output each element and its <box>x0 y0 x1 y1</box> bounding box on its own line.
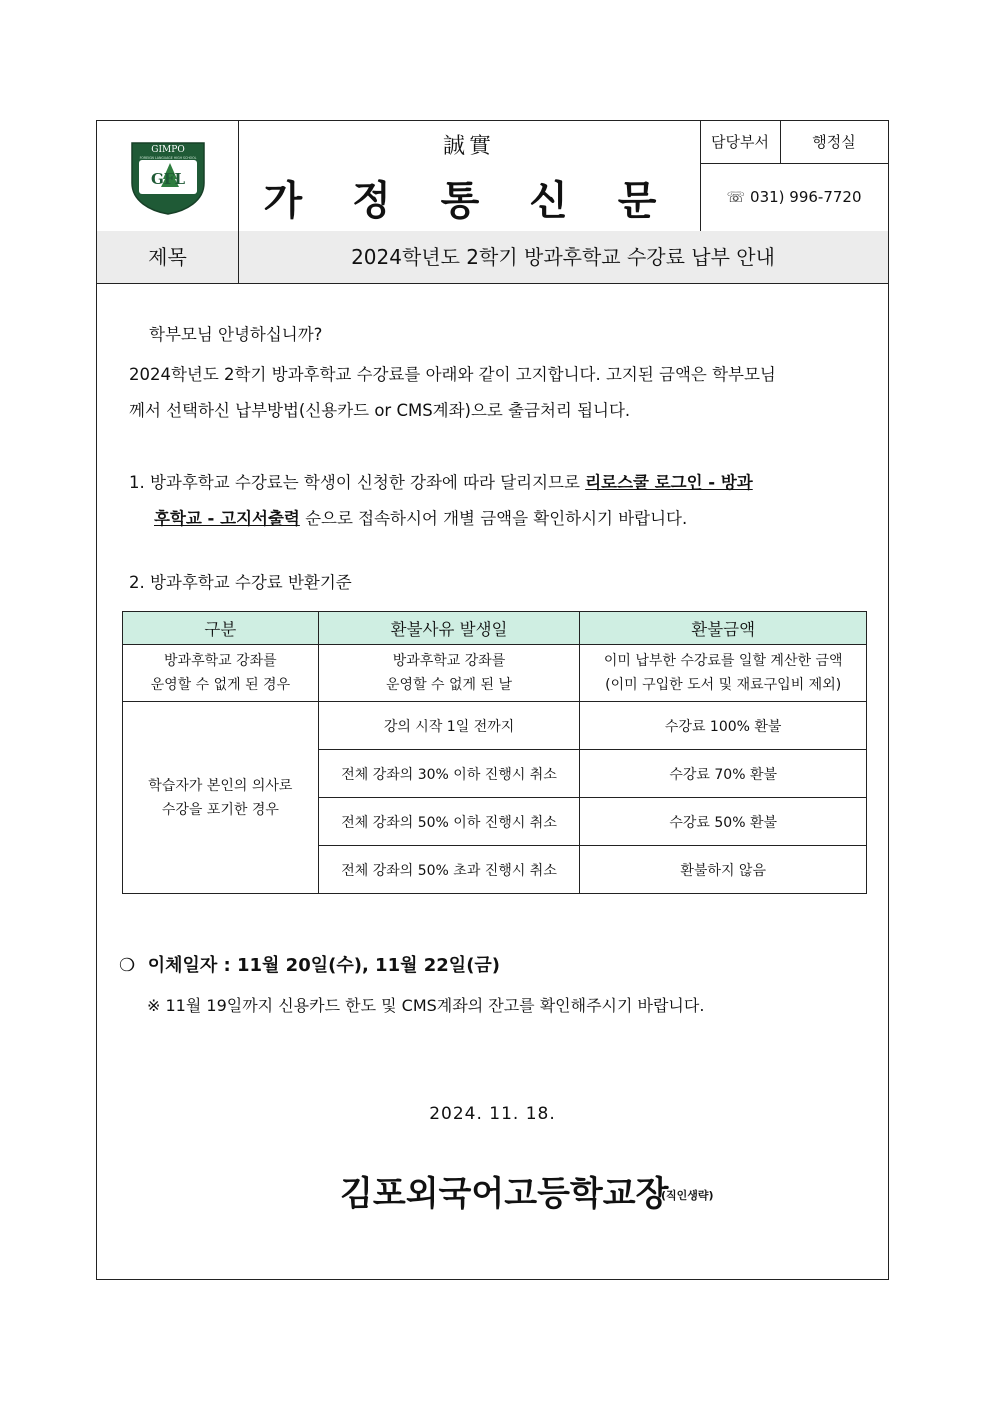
date-cell: 전체 강좌의 50% 초과 진행시 취소 <box>318 846 580 894</box>
transfer-date-text: 이체일자 : 11월 20일(수), 11월 22일(금) <box>147 955 501 976</box>
date-cell: 강의 시작 1일 전까지 <box>318 702 580 750</box>
issue-date: 2024. 11. 18. <box>429 1104 556 1124</box>
refund-table <box>122 611 867 894</box>
department-value: 행정실 <box>780 121 888 164</box>
title-cell <box>238 121 701 231</box>
subject-text: 2024학년도 2학기 방과후학교 수강료 납부 안내 <box>351 245 775 269</box>
item-1-line-2 <box>154 501 894 537</box>
amount-cell: 이미 납부한 수강료를 일할 계산한 금액 (이미 구입한 도서 및 재료구입비 제외) <box>580 645 867 702</box>
table-row <box>123 645 867 702</box>
greeting: 학부모님 안녕하십니까? <box>149 325 323 344</box>
amount-cell: 수강료 70% 환불 <box>580 750 867 798</box>
transfer-date <box>119 951 500 977</box>
svg-text:FOREIGN LANGUAGE HIGH SCHOOL: FOREIGN LANGUAGE HIGH SCHOOL <box>139 156 197 160</box>
subject-row <box>97 231 888 284</box>
item-1-link-a: 리로스쿨 로그인 - 방과 <box>585 473 753 492</box>
amount-cell: 수강료 50% 환불 <box>580 798 867 846</box>
svg-text:GIMPO: GIMPO <box>151 145 185 155</box>
logo-cell <box>97 121 239 231</box>
item-1-line-1 <box>129 465 869 501</box>
header-date: 환불사유 발생일 <box>318 612 580 645</box>
svg-text:GFL: GFL <box>150 170 186 188</box>
school-logo <box>130 139 206 215</box>
amount-cell: 환불하지 않음 <box>580 846 867 894</box>
date-cell: 전체 강좌의 30% 이하 진행시 취소 <box>318 750 580 798</box>
department-label: 담당부서 <box>700 121 781 164</box>
item-2: 2. 방과후학교 수강료 반환기준 <box>129 573 352 592</box>
subject-label: 제목 <box>97 231 239 283</box>
date-cell: 전체 강좌의 50% 이하 진행시 취소 <box>318 798 580 846</box>
header <box>97 121 888 232</box>
circle-bullet-icon: ❍ <box>119 955 136 976</box>
table-header-row <box>123 612 867 645</box>
item-1-suffix: 순으로 접속하시어 개별 금액을 확인하시기 바랍니다. <box>299 509 688 528</box>
item-1-prefix: 1. 방과후학교 수강료는 학생이 신청한 강좌에 따라 달리지므로 <box>129 473 586 492</box>
phone-number: ☏ 031) 996-7720 <box>726 188 862 206</box>
intro-line-2: 께서 선택하신 납부방법(신용카드 or CMS계좌)으로 출금처리 됩니다. <box>129 401 631 420</box>
amount-cell: 수강료 100% 환불 <box>580 702 867 750</box>
category-cell: 학습자가 본인의 의사로 수강을 포기한 경우 <box>123 702 319 894</box>
signer: 김포외국어고등학교장 <box>340 1174 669 1214</box>
notice-frame <box>96 120 889 1280</box>
header-category: 구분 <box>123 612 319 645</box>
transfer-note: ※ 11월 19일까지 신용카드 한도 및 CMS계좌의 잔고를 확인해주시기 바랍니다. <box>147 996 705 1015</box>
header-amount: 환불금액 <box>580 612 867 645</box>
document-title: 가 정 통 신 문 <box>263 178 675 224</box>
table-row <box>123 702 867 750</box>
motto: 誠實 <box>442 134 495 159</box>
item-1-link-b: 후학교 - 고지서출력 <box>154 509 300 528</box>
seal-note: (직인생략) <box>661 1189 714 1202</box>
date-cell: 방과후학교 강좌를 운영할 수 없게 된 날 <box>318 645 580 702</box>
category-cell: 방과후학교 강좌를 운영할 수 없게 된 경우 <box>123 645 319 702</box>
intro-line-1: 2024학년도 2학기 방과후학교 수강료를 아래와 같이 고지합니다. 고지된 금액은 학부모님 <box>129 365 776 384</box>
